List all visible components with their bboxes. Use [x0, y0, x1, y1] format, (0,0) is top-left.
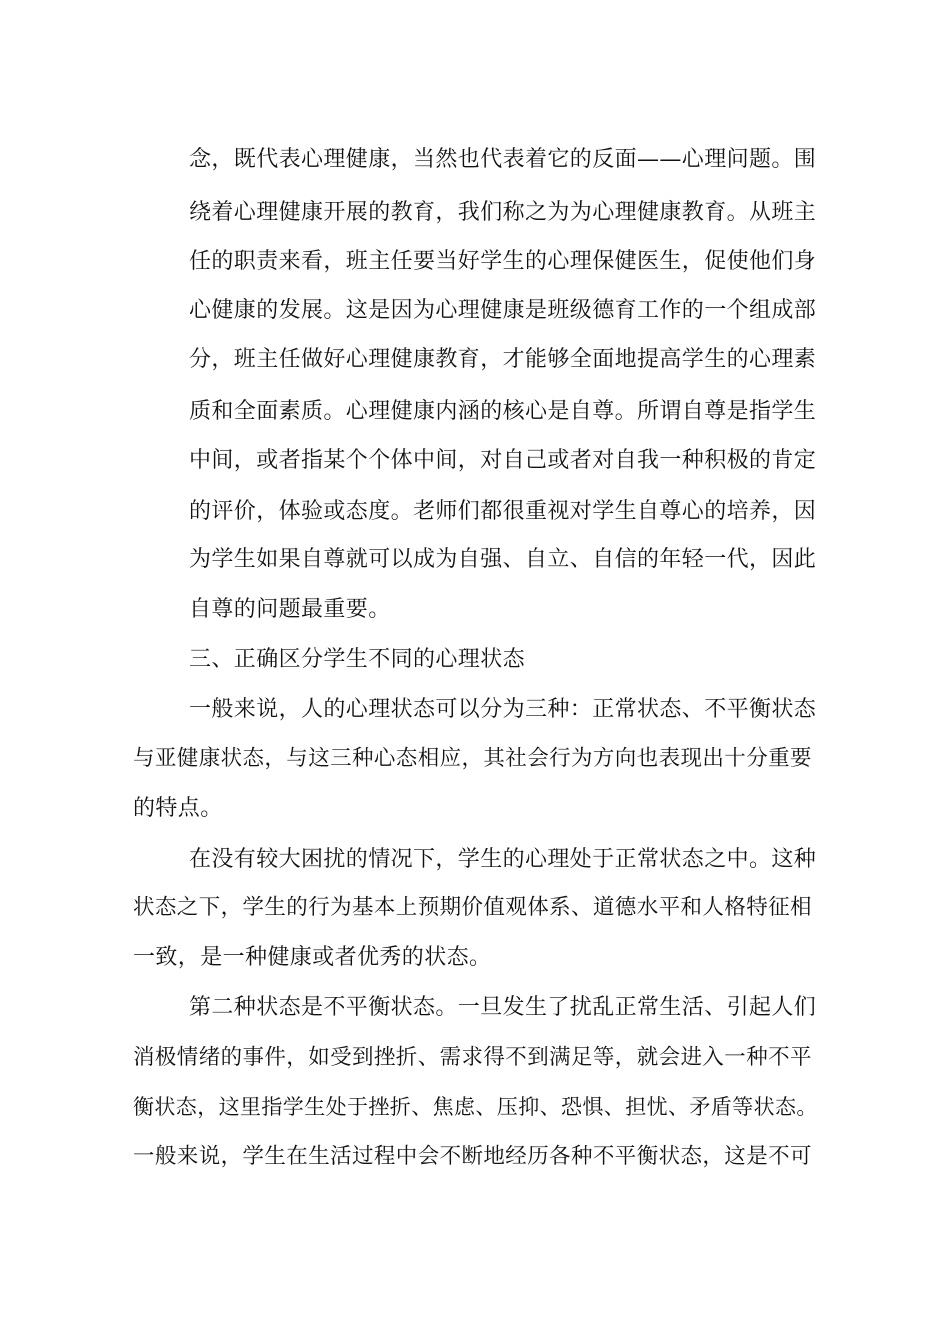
section-heading: 三、正确区分学生不同的心理状态	[189, 647, 526, 672]
text-line: 一致，是一种健康或者优秀的状态。	[133, 945, 492, 970]
text-line: 自尊的问题最重要。	[189, 597, 391, 622]
text-line: 衡状态，这里指学生处于挫折、焦虑、压抑、恐惧、担忧、矛盾等状态。	[133, 1095, 818, 1119]
text-line: 在没有较大困扰的情况下，学生的心理处于正常状态之中。这种	[189, 847, 817, 872]
text-line: 绕着心理健康开展的教育，我们称之为为心理健康教育。从班主	[189, 200, 817, 225]
text-line: 心健康的发展。这是因为心理健康是班级德育工作的一个组成部	[189, 298, 817, 323]
text-line: 的特点。	[133, 796, 223, 821]
text-line: 一般来说，人的心理状态可以分为三种：正常状态、不平衡状态	[189, 697, 817, 722]
text-line: 分，班主任做好心理健康教育，才能够全面地提高学生的心理素	[189, 347, 817, 372]
text-line: 中间，或者指某个个体中间，对自己或者对自我一种积极的肯定	[189, 448, 817, 473]
text-line: 一般来说，学生在生活过程中会不断地经历各种不平衡状态，这是不可	[133, 1144, 812, 1169]
text-line: 第二种状态是不平衡状态。一旦发生了扰乱正常生活、引起人们	[189, 995, 817, 1020]
text-line: 质和全面素质。心理健康内涵的核心是自尊。所谓自尊是指学生	[189, 399, 817, 424]
text-line: 念，既代表心理健康，当然也代表着它的反面——心理问题。围	[189, 147, 817, 172]
text-line: 为学生如果自尊就可以成为自强、自立、自信的年轻一代，因此	[189, 547, 817, 572]
text-line: 消极情绪的事件，如受到挫折、需求得不到满足等，就会进入一种不平	[133, 1045, 812, 1070]
text-line: 状态之下，学生的行为基本上预期价值观体系、道德水平和人格特征相	[133, 895, 812, 920]
text-line: 任的职责来看，班主任要当好学生的心理保健医生，促使他们身	[189, 249, 817, 274]
text-line: 的评价，体验或态度。老师们都很重视对学生自尊心的培养，因	[189, 499, 817, 524]
text-line: 与亚健康状态，与这三种心态相应，其社会行为方向也表现出十分重要	[133, 746, 812, 771]
